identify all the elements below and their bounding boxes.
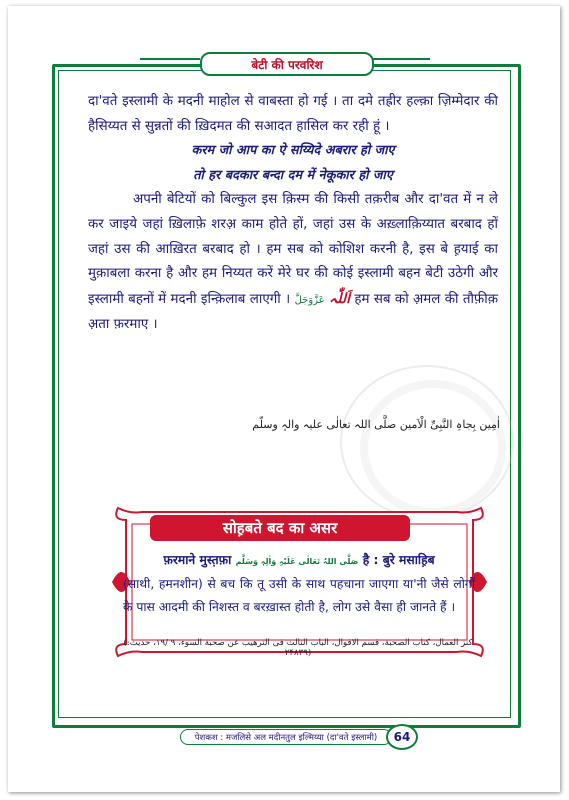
body-text: [88, 90, 498, 338]
paragraph-2: [88, 188, 498, 338]
box-title: सोह़बते बद का असर: [150, 515, 410, 541]
footer-publisher: पेशकश : मजलिसे अल मदीनतुल इल्मिय्या (दा'वते इस्लामी): [180, 729, 392, 745]
verse-line-1: करम जो आप का ऐ सय्यिदे अबरार हो जाए: [191, 143, 395, 159]
dua-line: اٰمِین بِجاہِ النَّبِیِّ الْاَمین صلَّی اللہ تعالٰی علیہ والہٖ وسلّم: [252, 418, 500, 431]
reference-citation: (کنز العمال، کتاب الصحبة، قسم الاقوال، الباب الثالث فی الترھیب عن صحبة السوء، ۹ /۱۹، حدیث: ۲۴۸۳۹): [123, 638, 473, 658]
box-lead: [123, 549, 475, 573]
allah-calligraphy: اَللّٰہ: [329, 290, 351, 307]
box-text: [123, 549, 475, 619]
verse-line-2: तो हर बदकार बन्दा दम में नेकूकार हो जाए: [193, 167, 393, 183]
paragraph-2-text: अपनी बेटियों को बिल्कुल इस क़िस्म की किसी तक़रीब और दा'वत में न ले कर जाइये जहां ख़िलाफ़े शरअ़ काम होते हों, जहां उस के अख़्लाक़िय्यात बरबाद हों जहां उस की आख़िरत बरबाद हो । हम सब को कोशिश करनी है, इस बे ह़याई का मुक़ाबला करना है और हम निय्यत करें मेरे घर की कोई इस्लामी बहन बेटी उठेगी और इस्लामी बहनों में मदनी इन्क़िलाब लाएगी ।: [88, 192, 498, 307]
salawat: صَلَّی اللہُ تَعَالٰی عَلَیْہِ وَاٰلِہٖ وَسَلَّم: [235, 557, 359, 566]
page-number: 64: [386, 724, 418, 750]
watermark-seal-inner: [360, 380, 506, 516]
paragraph-1: दा'वते इस्लामी के मदनी माहोल से वाबस्ता हो गई । ता दमे तह्रीर हल्क़ा ज़िम्मेदार की हैसिय्यत से सुन्नतों की ख़िदमत की सआदत हासिल कर रही हूं ।: [88, 94, 498, 134]
header-ornament-left: [140, 58, 200, 60]
paragraph-2-end: हम सब को अ़मल की तौफ़ीक़ अ़ता फ़रमाए ।: [88, 291, 499, 333]
running-header-title: बेटी की परवरिश: [251, 57, 323, 72]
box-lead-text: फ़रमाने मुस्त़फ़ा: [163, 553, 232, 567]
box-lead-end: है : बुरे मसाह़िब: [362, 553, 435, 567]
box-body: (साथी, हमनशीन) से बच कि तू उसी के साथ पहचाना जाएगा या'नी जैसे लोगों के पास आदमी की निशस्त व बरख़ास्त होती है, लोग उसे वैसा ही जानते हैं ।: [123, 577, 475, 614]
azza-wajal: عَزَّوَجَلَّ: [294, 294, 325, 306]
header-ornament-right: [370, 58, 430, 60]
running-header: [200, 52, 374, 76]
